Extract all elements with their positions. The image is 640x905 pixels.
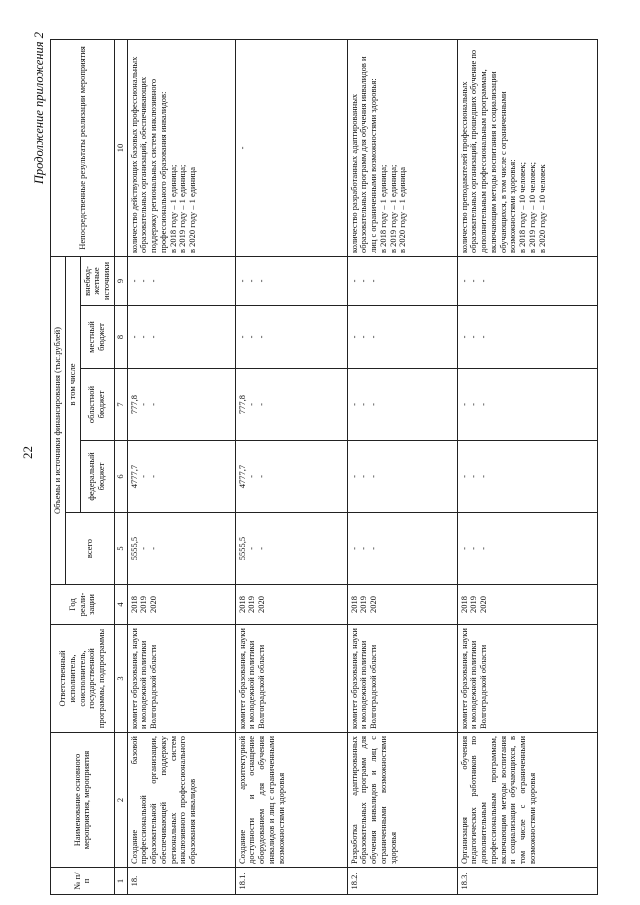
row-number: 18.3. xyxy=(457,868,597,895)
header-total: всего xyxy=(65,513,114,585)
header-regional: областной бюджет xyxy=(80,369,114,441)
header-federal: федеральный бюджет xyxy=(80,441,114,513)
extra-cell: - - - xyxy=(235,256,347,305)
total-cell: - - - xyxy=(347,513,457,585)
activity-name: Создание базовой профессиональной образовательной организации, обеспечивающей поддержку региональных систем инклюзивного профессионального образования инвалидов xyxy=(127,733,235,868)
activity-name: Разработка адаптированных образовательных программ для обучения инвалидов и лиц с ограниченными возможностями здоровья xyxy=(347,733,457,868)
header-result: Непосредственные результаты реализации мероприятия xyxy=(51,39,115,256)
regional-cell: 777,8 - - xyxy=(127,369,235,441)
header-no: № п/п xyxy=(51,868,115,895)
column-numbers-row xyxy=(114,39,127,894)
years-cell: 2018 2019 2020 xyxy=(127,585,235,625)
total-cell: - - - xyxy=(457,513,597,585)
responsible-executor: комитет образования, науки и молодежной политики Волгоградской области xyxy=(347,625,457,733)
result-cell: количество преподавателей профессиональных образовательных организаций, прошедших обучение по дополнительным профессиональным программам, включающим методы воспитания и социализации обучающихся, в том числе с ограниченными возможностями здоровья: в 2018 году – 10 человек; в 2019 году – 10 человек; в 2020 году – 10 человек xyxy=(457,39,597,256)
responsible-executor: комитет образования, науки и молодежной политики Волгоградской области xyxy=(457,625,597,733)
total-cell: 5555,5 - - xyxy=(127,513,235,585)
page-number: 22 xyxy=(20,446,35,459)
column-number: 1 xyxy=(114,868,127,895)
column-number: 2 xyxy=(114,733,127,868)
years-cell: 2018 2019 2020 xyxy=(235,585,347,625)
federal-cell: 4777,7 - - xyxy=(235,441,347,513)
row-number: 18.1. xyxy=(235,868,347,895)
regional-cell: - - - xyxy=(347,369,457,441)
table-row xyxy=(235,39,347,894)
header-name: Наименование основного мероприятия, мероприятия xyxy=(51,733,115,868)
continuation-title: Продолжение приложения 2 xyxy=(32,32,46,185)
result-cell: - xyxy=(235,39,347,256)
responsible-executor: комитет образования, науки и молодежной политики Волгоградской области xyxy=(127,625,235,733)
row-number: 18. xyxy=(127,868,235,895)
years-cell: 2018 2019 2020 xyxy=(347,585,457,625)
table-row xyxy=(457,39,597,894)
regional-cell: 777,8 - - xyxy=(235,369,347,441)
column-number: 7 xyxy=(114,369,127,441)
row-number: 18.2. xyxy=(347,868,457,895)
local-cell: - - - xyxy=(347,306,457,369)
column-number: 9 xyxy=(114,256,127,305)
federal-cell: - - - xyxy=(347,441,457,513)
header-including: в том числе xyxy=(65,256,80,512)
local-cell: - - - xyxy=(235,306,347,369)
result-cell: количество действующих базовых профессиональных образовательных организаций, обеспечивающих поддержку региональных систем инклюзивного профессионального образования инвалидов: в 2018 году – 1 единица; в 2019 году – 1 единица; в 2020 году – 1 единица xyxy=(127,39,235,256)
header-funding: Объемы и источники финансирования (тыс.рублей) xyxy=(51,256,66,584)
activity-name: Организация обучения педагогических работников по дополнительным профессиональным программам, включающим методы воспитания и социализации обучающихся, в том числе с ограниченными возможностями здоровья xyxy=(457,733,597,868)
program-table xyxy=(50,39,598,895)
header-responsible: Ответственный исполнитель, соисполнитель, государственной программы, подпрограммы xyxy=(51,625,115,733)
federal-cell: - - - xyxy=(457,441,597,513)
local-cell: - - - xyxy=(127,306,235,369)
column-number: 10 xyxy=(114,39,127,256)
total-cell: 5555,5 - - xyxy=(235,513,347,585)
activity-name: Создание архитектурной доступности и оснащение оборудованием для обучения инвалидов и лиц с ограниченными возможностями здоровья xyxy=(235,733,347,868)
column-number: 8 xyxy=(114,306,127,369)
extra-cell: - - - xyxy=(457,256,597,305)
extra-cell: - - - xyxy=(347,256,457,305)
column-number: 3 xyxy=(114,625,127,733)
federal-cell: 4777,7 - - xyxy=(127,441,235,513)
header-extra: внебюд-жетные источники xyxy=(80,256,114,305)
column-number: 5 xyxy=(114,513,127,585)
header-local: местный бюджет xyxy=(80,306,114,369)
table-row xyxy=(347,39,457,894)
result-cell: количество разработанных адаптированных образовательных программ для обучения инвалидов и лиц с ограниченными возможностями здоровья: в 2018 году – 1 единица; в 2019 году – 1 единица; в 2020 году – 1 единица xyxy=(347,39,457,256)
regional-cell: - - - xyxy=(457,369,597,441)
extra-cell: - - - xyxy=(127,256,235,305)
header-year: Год реали-зации xyxy=(51,585,115,625)
local-cell: - - - xyxy=(457,306,597,369)
years-cell: 2018 2019 2020 xyxy=(457,585,597,625)
table-row xyxy=(127,39,235,894)
column-number: 6 xyxy=(114,441,127,513)
column-number: 4 xyxy=(114,585,127,625)
responsible-executor: комитет образования, науки и молодежной политики Волгоградской области xyxy=(235,625,347,733)
